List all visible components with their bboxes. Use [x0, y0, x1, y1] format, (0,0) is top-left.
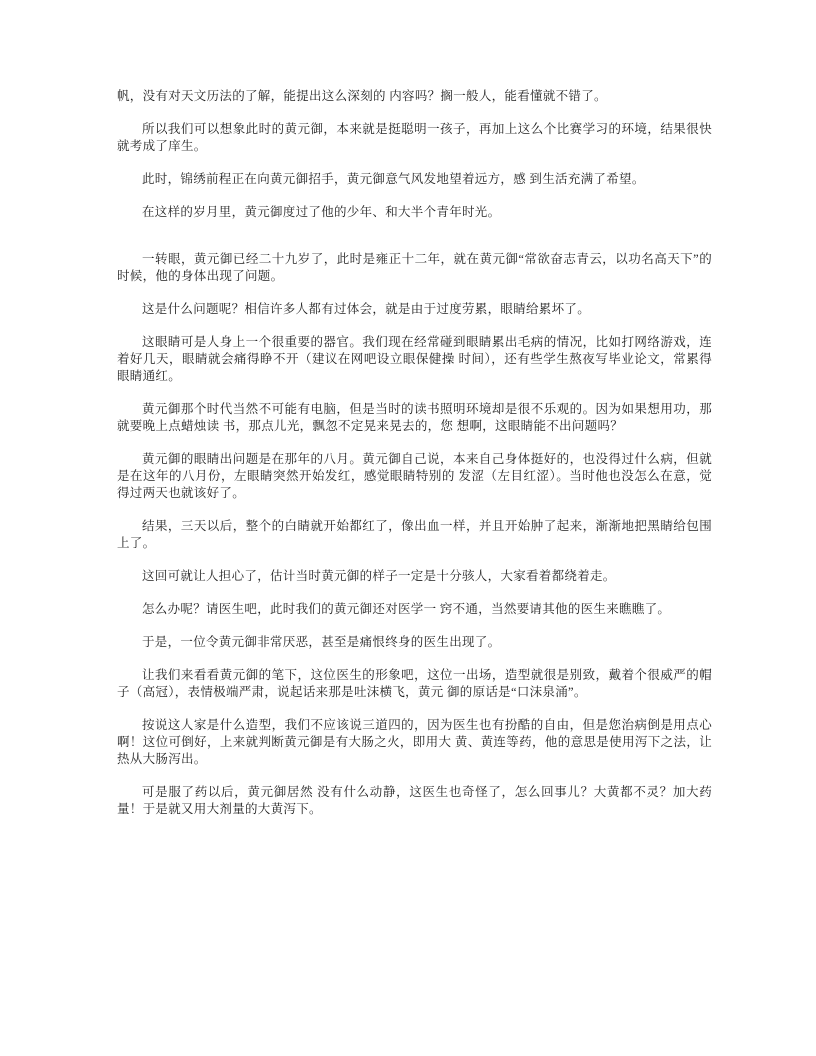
- paragraph-2: 所以我们可以想象此时的黄元御，本来就是挺聪明一孩子，再加上这么个比赛学习的环境，结果很快就考成了庠生。: [117, 122, 712, 153]
- paragraph-11: 这回可就让人担心了，估计当时黄元御的样子一定是十分骇人，大家看着都绕着走。: [142, 569, 616, 583]
- paragraph-7: 这眼睛可是人身上一个很重要的器官。我们现在经常碰到眼睛累出毛病的情况，比如打网络游戏，连着好几天，眼睛就会痛得睁不开（建议在网吧设立眼保健操 时间），还有些学生熬夜写毕业论文，常累得眼睛通红。: [117, 335, 712, 383]
- paragraph-8: 黄元御那个时代当然不可能有电脑，但是当时的读书照明环境却是很不乐观的。因为如果想用功，那就要晚上点蜡烛读 书，那点儿光，飘忽不定晃来晃去的，您 想啊，这眼睛能不出问题吗？: [117, 402, 712, 433]
- paragraph-4: 在这样的岁月里，黄元御度过了他的少年、和大半个青年时光。: [142, 205, 501, 219]
- paragraph-14: 让我们来看看黄元御的笔下，这位医生的形象吧，这位一出场，造型就很是别致，戴着个很威严的帽子（高冠），表情极端严肃，说起话来那是吐沫横飞，黄元 御的原话是“口沫泉涌”。: [117, 668, 712, 699]
- paragraph-9: 黄元御的眼睛出问题是在那年的八月。黄元御自己说，本来自己身体挺好的，也没得过什么病，但就是在这年的八月份，左眼睛突然开始发红，感觉眼睛特别的 发涩（左目红涩）。当时他也没怎么在意，觉得过两天也就该好了。: [117, 452, 712, 500]
- paragraph-5: 一转眼，黄元御已经二十九岁了，此时是雍正十二年，就在黄元御“常欲奋志青云，以功名高天下”的时候，他的身体出现了问题。: [117, 252, 712, 283]
- paragraph-12: 怎么办呢？请医生吧，此时我们的黄元御还对医学一 窍不通，当然要请其他的医生来瞧瞧了。: [142, 602, 671, 616]
- paragraph-13: 于是，一位令黄元御非常厌恶，甚至是痛恨终身的医生出现了。: [142, 635, 501, 649]
- paragraph-6: 这是什么问题呢？相信许多人都有过体会，就是由于过度劳累，眼睛给累坏了。: [142, 302, 591, 316]
- paragraph-16: 可是服了药以后，黄元御居然 没有什么动静，这医生也奇怪了，怎么回事儿？大黄都不灵？加大药量！于是就又用大剂量的大黄泻下。: [117, 785, 712, 816]
- paragraph-10: 结果，三天以后，整个的白睛就开始都红了，像出血一样，并且开始肿了起来，渐渐地把黑睛给包围上了。: [117, 519, 712, 550]
- paragraph-1: 帆，没有对天文历法的了解，能提出这么深刻的 内容吗？搁一般人，能看懂就不错了。: [117, 89, 607, 103]
- paragraph-3: 此时，锦绣前程正在向黄元御招手，黄元御意气风发地望着远方，感 到生活充满了希望。: [142, 172, 645, 186]
- paragraph-15: 按说这人家是什么造型，我们不应该说三道四的，因为医生也有扮酷的自由，但是您治病倒是用点心啊！这位可倒好，上来就判断黄元御是有大肠之火，即用大 黄、黄连等药，他的意思是使用泻下之法，让热从大肠泻出。: [117, 718, 712, 766]
